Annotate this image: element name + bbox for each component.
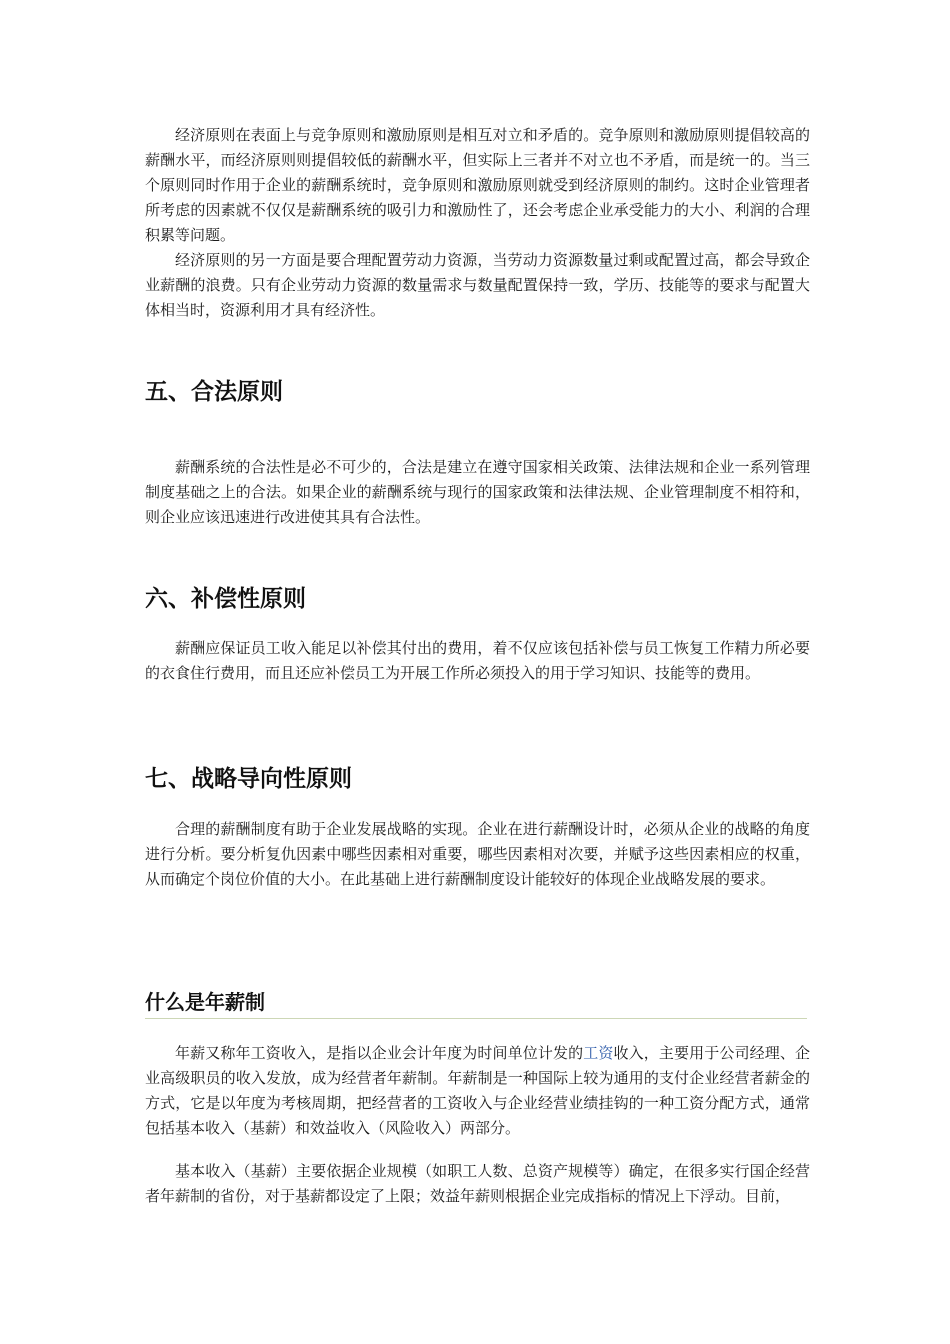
- paragraph-annual-salary-definition: [145, 1041, 810, 1141]
- paragraph-economic-principle: 经济原则在表面上与竞争原则和激励原则是相互对立和矛盾的。竞争原则和激励原则提倡较高的薪酬水平，而经济原则则提倡较低的薪酬水平，但实际上三者并不对立也不矛盾，而是统一的。当三个原则同时作用于企业的薪酬系统时，竞争原则和激励原则就受到经济原则的制约。这时企业管理者所考虑的因素就不仅仅是薪酬系统的吸引力和激励性了，还会考虑企业承受能力的大小、利润的合理积累等问题。: [145, 126, 810, 244]
- salary-link[interactable]: 工资: [583, 1044, 614, 1062]
- heading-compensation-principle: 六、补偿性原则: [145, 586, 306, 612]
- paragraph-text-start: 年薪又称年工资收入，是指以企业会计年度为时间单位计发的: [175, 1044, 584, 1062]
- paragraph-base-salary: 基本收入（基薪）主要依据企业规模（如职工人数、总资产规模等）确定，在很多实行国企经营者年薪制的省份，对于基薪都设定了上限；效益年薪则根据企业完成指标的情况上下浮动。目前，: [145, 1162, 810, 1205]
- heading-strategy-principle: 七、战略导向性原则: [145, 766, 352, 792]
- heading-legality-principle: 五、合法原则: [145, 379, 283, 405]
- paragraph-text-end: 收入，主要用于公司经理、企业高级职员的收入发放，成为经营者年薪制。年薪制是一种国际上较为通用的支付企业经营者薪金的方式，它是以年度为考核周期，把经营者的工资收入与企业经营业绩挂钩的一种工资分配方式，通常包括基本收入（基薪）和效益收入（风险收入）两部分。: [145, 1044, 810, 1137]
- paragraph-labor-allocation: 经济原则的另一方面是要合理配置劳动力资源，当劳动力资源数量过剩或配置过高，都会导致企业薪酬的浪费。只有企业劳动力资源的数量需求与数量配置保持一致，学历、技能等的要求与配置大体相当时，资源利用才具有经济性。: [145, 251, 810, 319]
- paragraph-legality: 薪酬系统的合法性是必不可少的，合法是建立在遵守国家相关政策、法律法规和企业一系列管理制度基础之上的合法。如果企业的薪酬系统与现行的国家政策和法律法规、企业管理制度不相符和，则企业应该迅速进行改进使其具有合法性。: [145, 458, 810, 526]
- paragraph-strategy: 合理的薪酬制度有助于企业发展战略的实现。企业在进行薪酬设计时，必须从企业的战略的角度进行分析。要分析复仇因素中哪些因素相对重要，哪些因素相对次要，并赋予这些因素相应的权重，从而确定个岗位价值的大小。在此基础上进行薪酬制度设计能较好的体现企业战略发展的要求。: [145, 820, 810, 888]
- paragraph-compensation: 薪酬应保证员工收入能足以补偿其付出的费用，着不仅应该包括补偿与员工恢复工作精力所必要的衣食住行费用，而且还应补偿员工为开展工作所必须投入的用于学习知识、技能等的费用。: [145, 639, 810, 682]
- section-heading-annual-salary: 什么是年薪制: [145, 988, 807, 1019]
